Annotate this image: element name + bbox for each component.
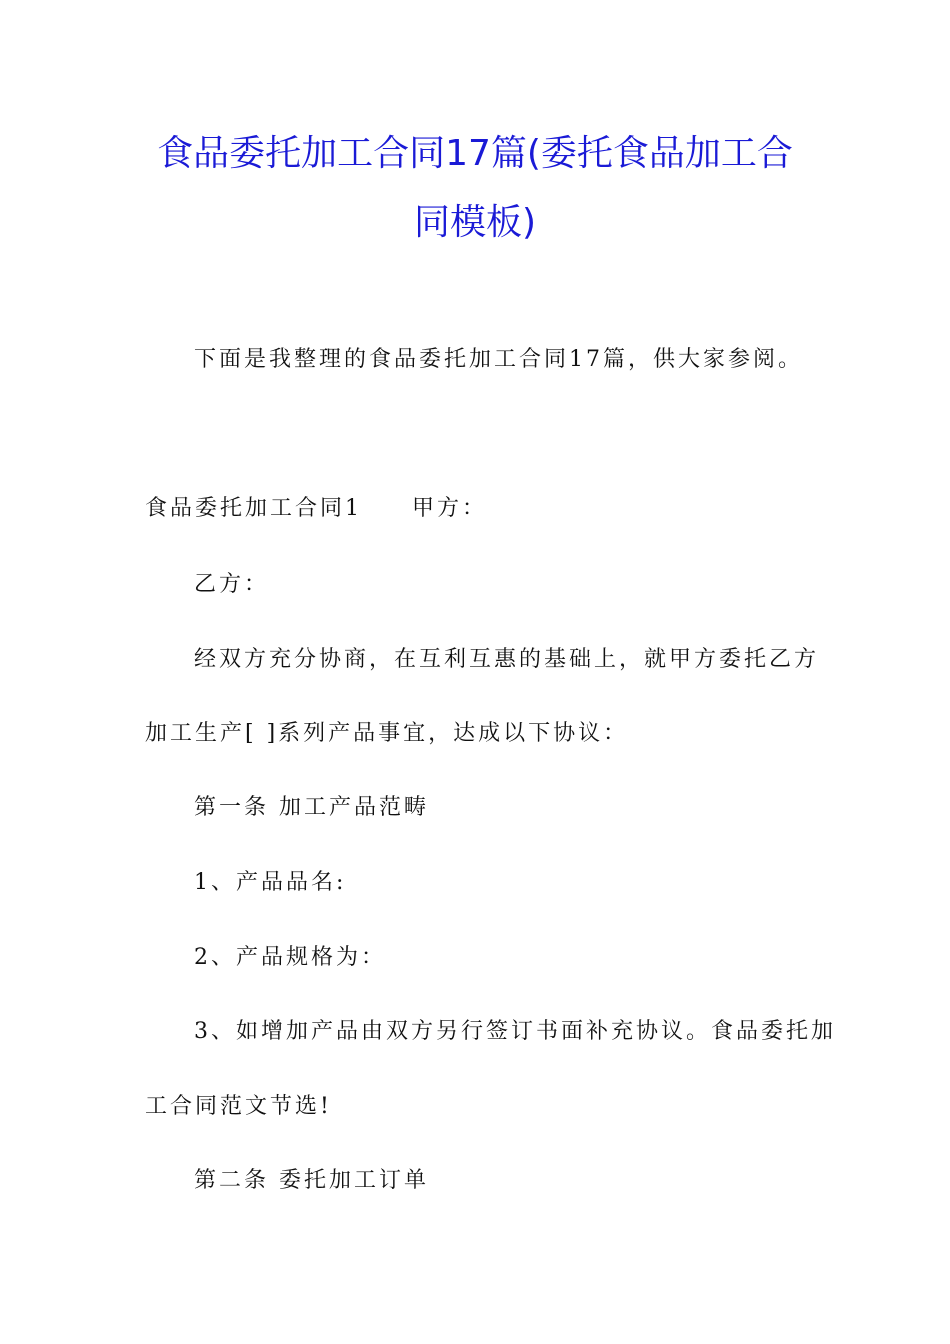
list-item-3-line-2: 工合同范文节选! [145,1094,332,1119]
contract-heading: 食品委托加工合同1 [145,496,362,521]
intro-paragraph: 下面是我整理的食品委托加工合同17篇，供大家参阅。 [194,347,803,372]
list-item-1: 1、产品品名: [194,870,347,895]
party-b-label: 乙方： [194,572,270,597]
document-title-line-2: 同模板) [413,202,537,243]
list-item-3-line-1: 3、如增加产品由双方另行签订书面补充协议。食品委托加 [194,1019,836,1044]
party-a-label: 甲方： [412,496,488,521]
article-2-heading: 第二条 委托加工订单 [194,1168,429,1193]
agreement-paragraph-line-1: 经双方充分协商，在互利互惠的基础上，就甲方委托乙方 [194,647,820,672]
list-item-2: 2、产品规格为： [194,945,386,970]
document-title-line-1: 食品委托加工合同17篇(委托食品加工合 [157,133,793,174]
contract-heading-line [145,498,487,520]
agreement-paragraph-line-2: 加工生产[ ]系列产品事宜，达成以下协议： [145,721,629,746]
article-1-heading: 第一条 加工产品范畴 [194,795,429,820]
